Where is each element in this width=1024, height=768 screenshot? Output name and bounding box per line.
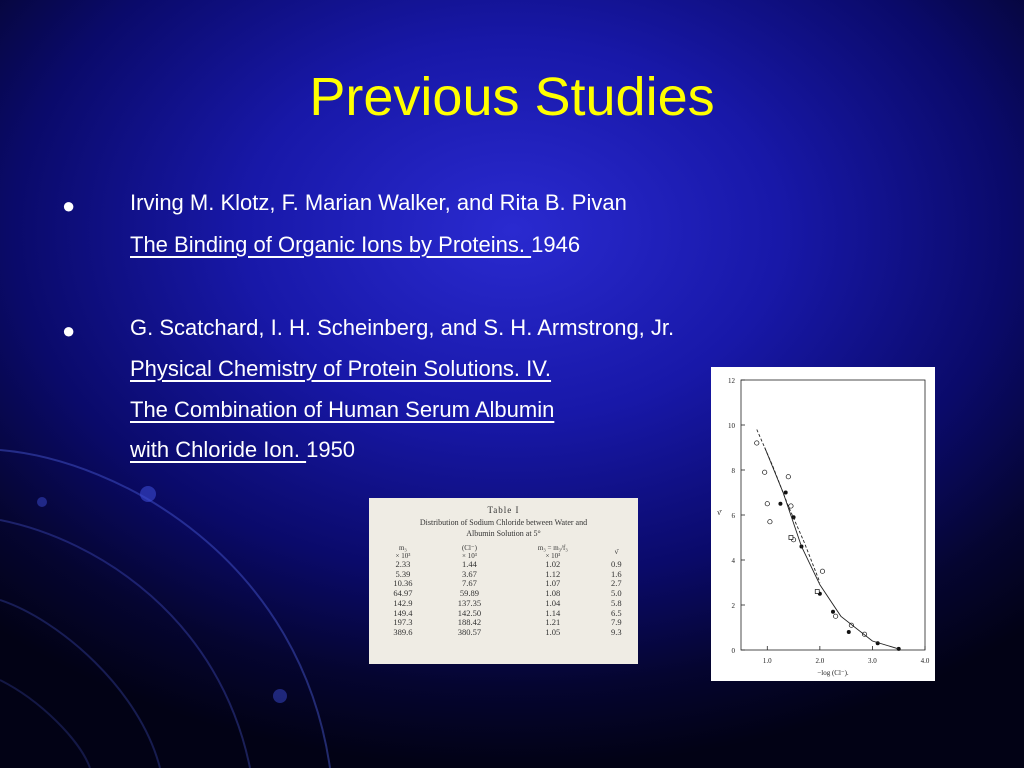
table-cell: 0.9 — [611, 559, 622, 569]
table-cell: 142.9 — [393, 597, 413, 608]
x-tick-label: 4.0 — [920, 657, 930, 665]
table-cell: 137.35 — [457, 597, 482, 608]
reference-citation — [130, 232, 580, 258]
column-header: ν̄ — [614, 548, 618, 556]
table-row — [373, 609, 633, 619]
table-cell: 188.42 — [457, 617, 482, 628]
table-cell: 1.05 — [545, 626, 561, 637]
data-point-open — [786, 475, 790, 479]
data-point-open — [762, 470, 766, 474]
binding-plot — [711, 367, 935, 681]
column-header: m₃ × 10³ — [395, 544, 411, 560]
table-cell: 1.6 — [611, 568, 622, 579]
table-row — [373, 618, 633, 628]
table-row — [373, 628, 633, 638]
data-point-filled — [784, 491, 788, 495]
table-cell: 2.33 — [395, 559, 411, 569]
y-axis-label: ν̄ — [717, 508, 721, 517]
data-point-filled — [847, 630, 851, 634]
data-point-open — [789, 504, 793, 508]
table-subtitle-line: Albumin Solution at 5° — [466, 529, 541, 538]
table-cell: 59.89 — [459, 588, 479, 599]
table-cell: 1.08 — [545, 588, 561, 599]
table-cell: 1.21 — [545, 617, 561, 628]
table-cell: 2.7 — [611, 578, 622, 589]
reference-title-link[interactable]: with Chloride Ion. — [130, 437, 307, 462]
table-cell: 1.14 — [545, 607, 561, 618]
table-cell: 1.02 — [545, 559, 561, 569]
y-tick-label: 12 — [728, 377, 735, 385]
reference-year: 1950 — [306, 437, 356, 462]
table-cell: 6.5 — [611, 607, 622, 618]
table-cell: 5.8 — [611, 597, 622, 608]
data-point-open — [768, 520, 772, 524]
slide-title: Previous Studies — [309, 67, 715, 127]
reference-title-line — [130, 356, 551, 382]
reference-title-link[interactable]: The Combination of Human Serum Albumin — [130, 397, 555, 422]
table-row — [373, 570, 633, 580]
y-tick-label: 4 — [731, 557, 735, 565]
x-tick-label: 1.0 — [762, 657, 772, 665]
reference-authors: G. Scatchard, I. H. Scheinberg, and S. H. Armstrong, Jr. — [130, 315, 675, 340]
plot-frame — [741, 380, 925, 650]
reference-title-link[interactable]: Physical Chemistry of Protein Solutions. IV. — [130, 356, 552, 381]
distribution-table-image — [369, 498, 638, 664]
data-point-filled — [831, 610, 835, 614]
data-point-square — [815, 590, 819, 594]
table-header-row — [373, 544, 633, 560]
table-cell: 7.67 — [462, 578, 477, 589]
table-row — [373, 599, 633, 609]
solid-fit-line — [765, 448, 899, 649]
table-cell: 197.3 — [393, 617, 413, 628]
data-point-square — [789, 536, 793, 540]
x-axis-label: −log (Cl⁻). — [817, 669, 849, 677]
y-tick-label: 6 — [731, 512, 735, 520]
y-tick-label: 2 — [731, 602, 735, 610]
y-tick-label: 10 — [728, 422, 735, 430]
reference-title-line — [130, 397, 554, 423]
table-cell: 7.9 — [611, 617, 622, 628]
table-subtitle — [369, 517, 638, 539]
y-tick-label: 8 — [731, 467, 735, 475]
reference-title-line — [130, 437, 355, 463]
table-row — [373, 589, 633, 599]
column-header: m₃ = m₃/f₃ × 10³ — [537, 544, 568, 560]
reference-year: 1946 — [531, 232, 581, 257]
table-cell: 5.39 — [395, 568, 411, 579]
data-point-open — [820, 569, 824, 573]
table-cell: 10.36 — [393, 578, 413, 589]
table-subtitle-line: Distribution of Sodium Chloride between Water and — [419, 518, 588, 527]
x-tick-label: 2.0 — [815, 657, 825, 665]
table-cell: 1.12 — [545, 568, 561, 579]
table-row — [373, 560, 633, 570]
table-row — [373, 579, 633, 589]
table-cell: 1.44 — [462, 559, 477, 569]
column-header: (Cl⁻) × 10³ — [461, 544, 477, 560]
table-cell: 389.6 — [393, 626, 413, 637]
data-point-open — [833, 614, 837, 618]
table-cell: 5.0 — [611, 588, 622, 599]
x-tick-label: 3.0 — [868, 657, 877, 665]
table-cell: 142.50 — [457, 607, 482, 618]
y-tick-label: 0 — [731, 647, 735, 655]
distribution-table — [373, 544, 633, 638]
table-cell: 1.07 — [545, 578, 561, 589]
data-point-filled — [778, 502, 782, 506]
reference-title-link[interactable]: The Binding of Organic Ions by Proteins. — [130, 232, 532, 257]
table-caption: Table I — [487, 505, 520, 515]
table-cell: 9.3 — [611, 626, 622, 637]
data-point-open — [765, 502, 769, 506]
bullet-marker: ● — [62, 193, 76, 218]
table-cell: 380.57 — [457, 626, 482, 637]
table-cell: 1.04 — [545, 597, 561, 608]
table-cell: 149.4 — [393, 607, 413, 618]
table-cell: 3.67 — [462, 568, 477, 579]
data-point-open — [755, 441, 759, 445]
table-cell: 64.97 — [393, 588, 413, 599]
reference-authors: Irving M. Klotz, F. Marian Walker, and Rita B. Pivan — [130, 190, 627, 215]
binding-plot-image — [711, 367, 935, 681]
bullet-marker: ● — [62, 318, 76, 343]
